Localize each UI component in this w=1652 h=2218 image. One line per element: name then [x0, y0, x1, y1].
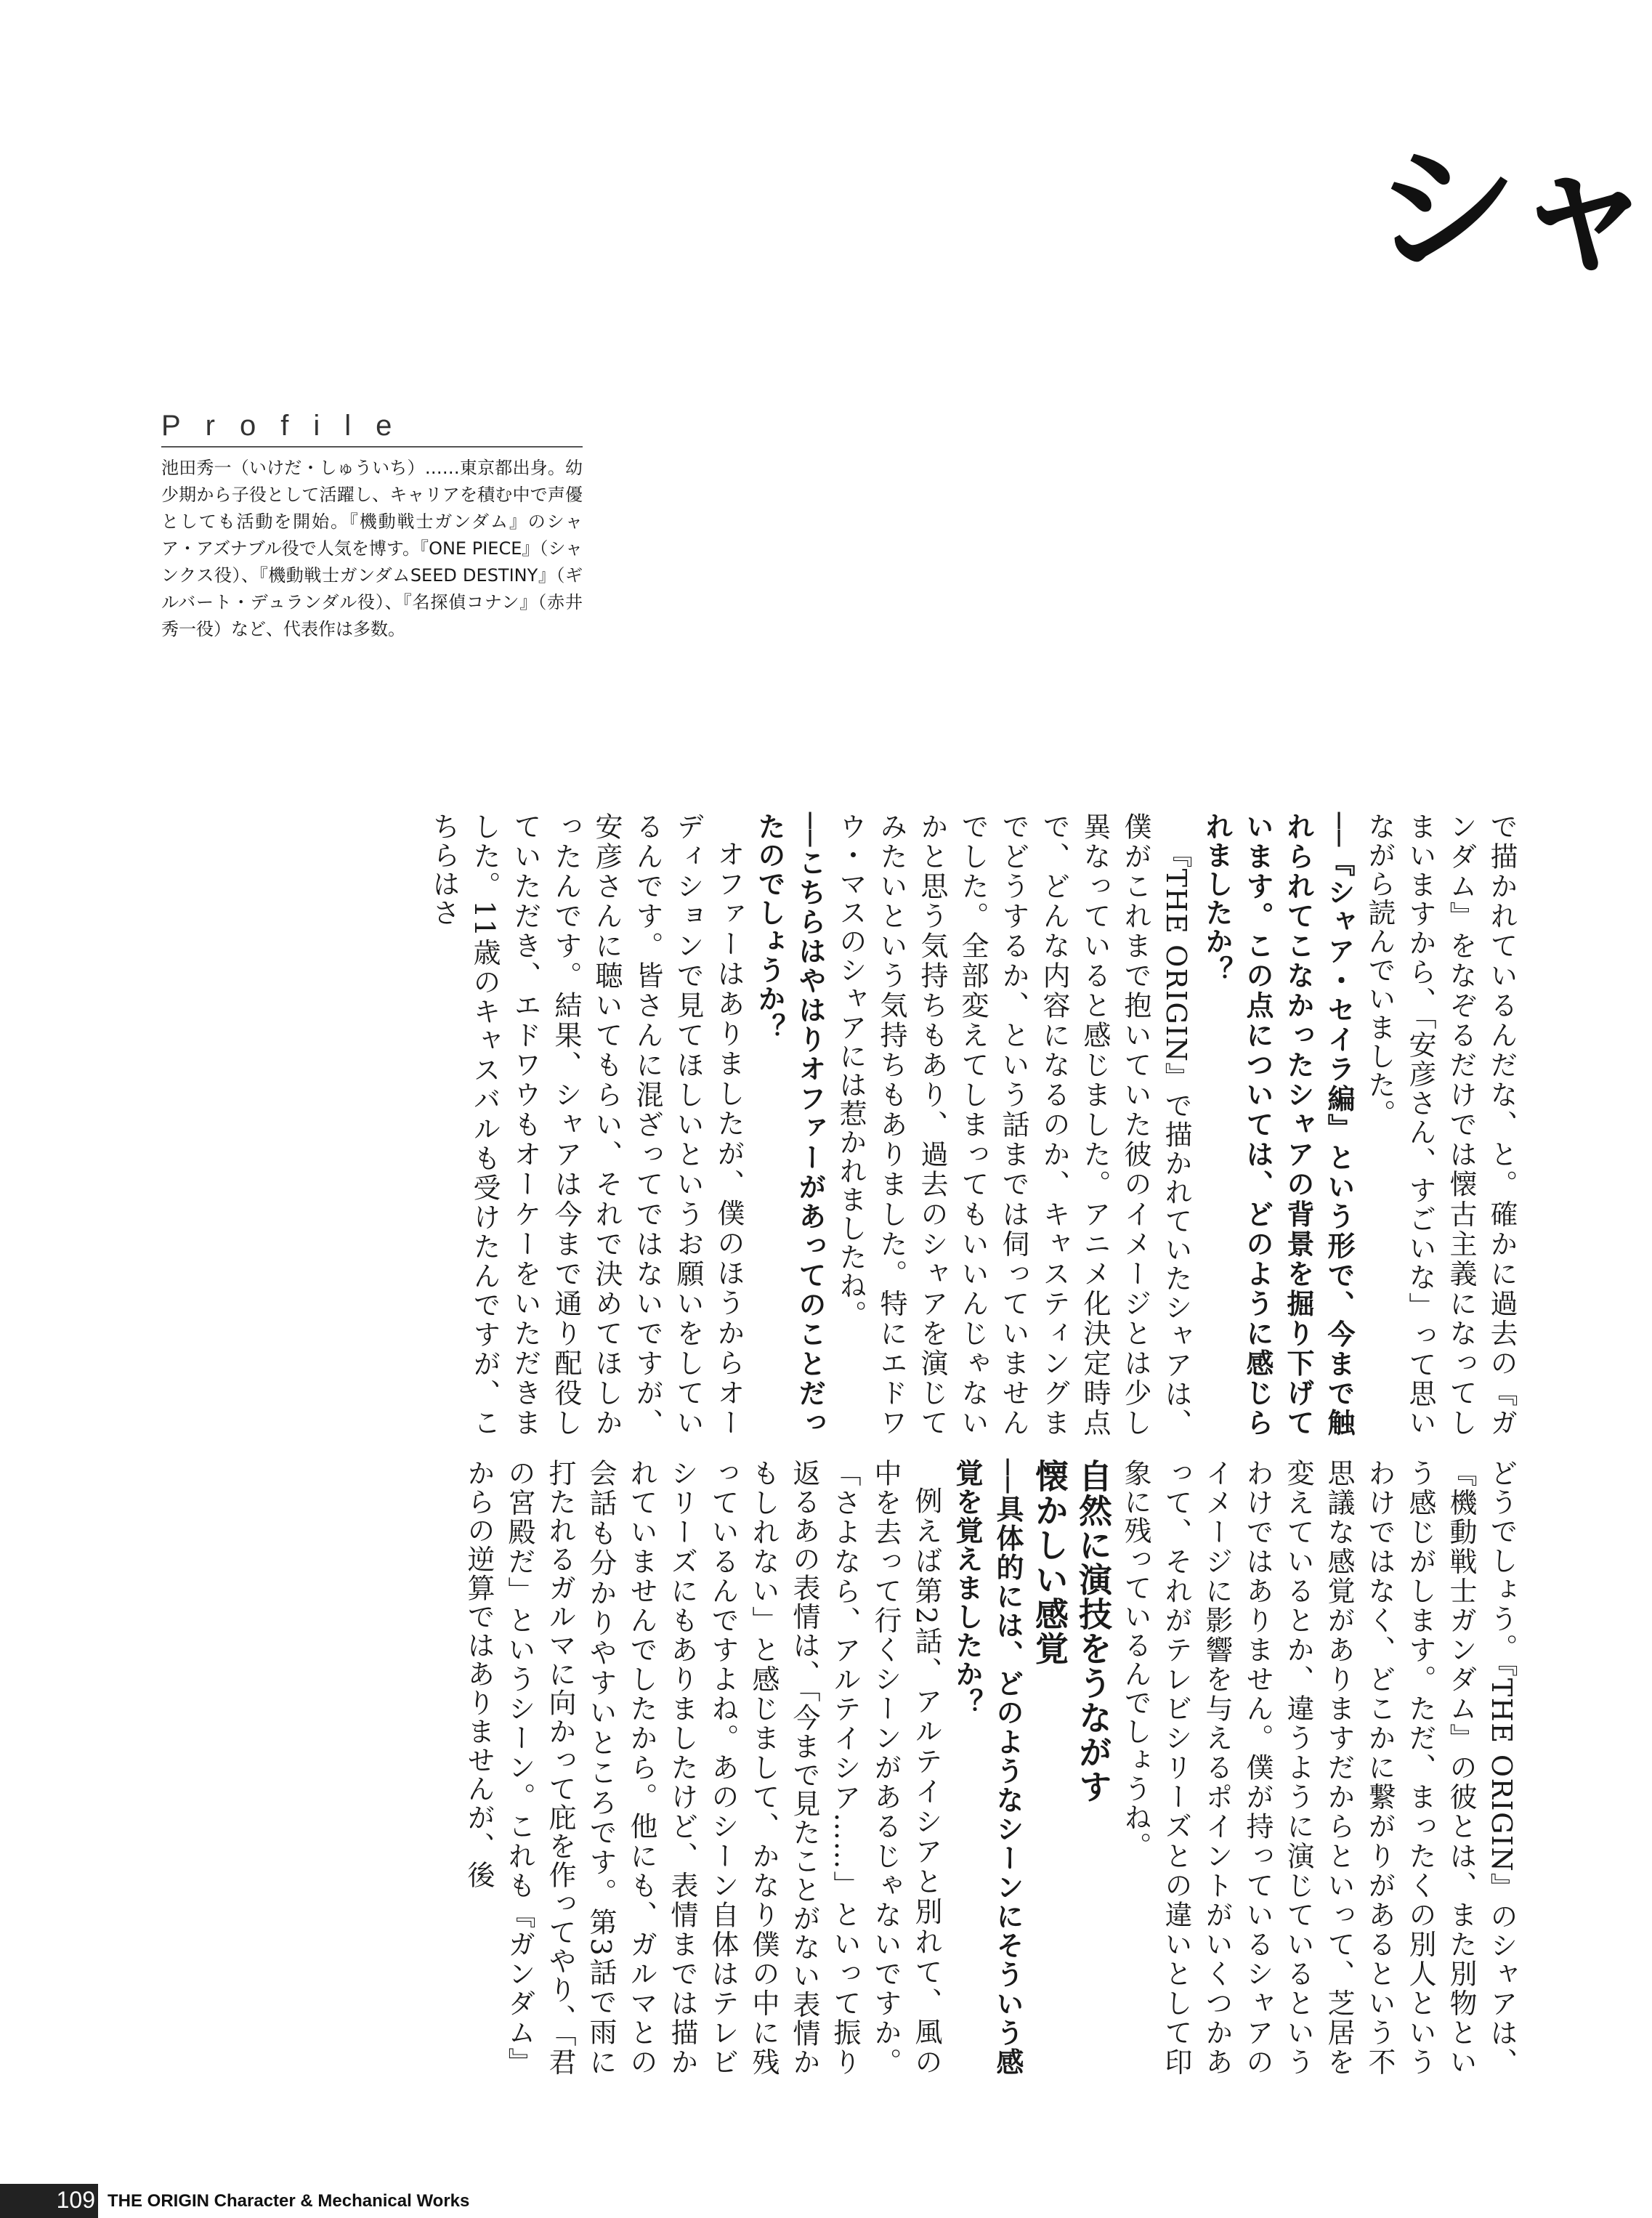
page-number: 109 — [56, 2187, 95, 2213]
interview-text-top — [69, 812, 1522, 1437]
paragraph: オファーはありましたが、僕のほうからオーディションで見てほしいというお願いをしているんです。皆さんに混ざってではないですが、安彦さんに聴いてもらい、それで決めてほしかったんです。結果、シャアは今まで通り配役していただき、エドワウもオーケーをいただきました。11歳のキャスバルも受けたんですが、こちらはさ — [428, 812, 745, 1438]
page-number-box — [0, 2184, 98, 2218]
section-heading: 懐かしい感覚 — [1030, 1459, 1069, 1666]
page-footer — [0, 2184, 1582, 2218]
paragraph: どうでしょう。『THE ORIGIN』のシャアは、『機動戦士ガンダム』の彼とは、また別物という感じがします。ただ、まったくの別人というわけではなく、どこかに繋がりがあるという不思議な感覚がありますだからといって、芝居を変えているとか、違うように演じているというわけではありません。僕が持っているシャアのイメージに影響を与えるポイントがいくつかあって、それがテレビシリーズとの違いとして印象に残っているんでしょうね。 — [1119, 1459, 1518, 2077]
question: ──こちらはやはりオファーがあってのことだったのでしょうか？ — [753, 812, 826, 1437]
paragraph: 例えば第2話、アルテイシアと別れて、風の中を去って行くシーンがあるじゃないですか。「さよなら、アルテイシア……」といって振り返るあの表情は、「今まで見たことがない表情かもしれない」と感じまして、かなり僕の中に残っているんですよね。あのシーン自体はテレビシリーズにもありましたけど、表情までは描かれていませんでしたから。他にも、ガルマとの会話も分かりやすいところです。第3話で雨に打たれるガルマに向かって庇を作ってやり、「君の宮殿だ」というシーン。これも『ガンダム』からの逆算ではありませんが、後 — [463, 1459, 942, 2077]
paragraph: 『THE ORIGIN』で描かれていたシャアは、僕がこれまで抱いていた彼のイメージとは少し異なっていると感じました。アニメ化決定時点で、どんな内容になるのか、キャスティングまでどうするか、という話までは伺っていませんでした。全部変えてしまってもいいんじゃないかと思う気持ちもあり、過去のシャアを演じてみたいという気持ちもありました。特にエドワウ・マスのシャアには惹かれましたね。 — [835, 812, 1192, 1438]
profile-box — [161, 411, 583, 643]
book-title: THE ORIGIN Character & Mechanical Works — [108, 2191, 470, 2211]
question: ──具体的には、どのようなシーンにそういう感覚を覚えましたか？ — [951, 1459, 1024, 2076]
paragraph: で描かれているんだな、と。確かに過去の『ガンダム』をなぞるだけでは懐古主義になってしまいますから、「安彦さん、すごいな」って思いながら読んでいました。 — [1364, 812, 1518, 1438]
interview-text-bottom — [69, 1459, 1522, 2076]
profile-heading: Profile — [161, 411, 583, 448]
profile-text: 池田秀一（いけだ・しゅういち）……東京都出身。幼少期から子役として活躍し、キャリアを積む中で声優としても活動を開始。『機動戦士ガンダム』のシャア・アズナブル役で人気を博す。『ONE PIECE』（シャンクス役）、『機動戦士ガンダムSEED DESTINY』（ギルバート・デュランダル役）、『名探偵コナン』（赤井秀一役）など、代表作は多数。 — [161, 458, 583, 639]
article-title: シャ — [1373, 126, 1652, 295]
section-heading: 自然に演技をうながす — [1074, 1459, 1113, 1804]
question: ──『シャア・セイラ編』という形で、今まで触れられてこなかったシャアの背景を掘り下げています。この点については、どのように感じられましたか？ — [1201, 812, 1355, 1438]
